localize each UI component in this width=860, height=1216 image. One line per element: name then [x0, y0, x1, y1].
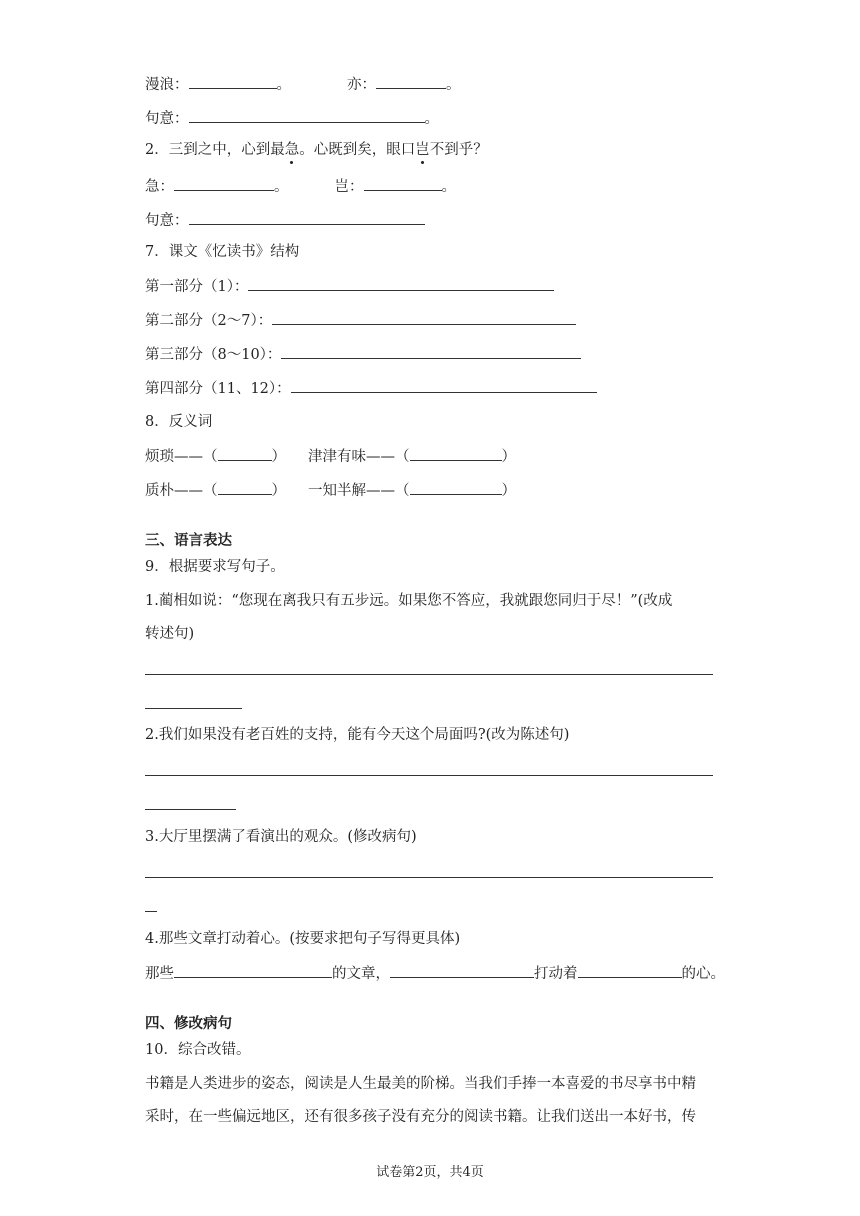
blank[interactable]	[189, 210, 425, 225]
label-manlang: 漫浪：	[145, 77, 189, 93]
fill-text: 那些	[145, 966, 174, 982]
page-footer: 试卷第2页，共4页	[376, 1165, 484, 1180]
paren: ）	[501, 449, 516, 465]
answer-line[interactable]	[145, 809, 236, 810]
blank[interactable]	[390, 963, 534, 978]
paren: ）	[501, 483, 516, 499]
period: 。	[274, 179, 289, 195]
blank[interactable]	[189, 108, 425, 123]
label-qi: 岂：	[334, 179, 364, 195]
answer-line-juyi-1	[145, 108, 439, 129]
fill-text: 的心。	[681, 966, 725, 982]
blank[interactable]	[410, 480, 502, 495]
label-yi: 亦：	[347, 77, 376, 93]
blank[interactable]	[578, 963, 682, 978]
structure-part-1	[145, 276, 554, 297]
question-9-title: 9．根据要求写句子。	[145, 559, 285, 575]
antonym-word: 烦琐——（	[145, 449, 218, 465]
period: 。	[424, 111, 439, 127]
stem-text: 。心既到矣，眼口	[299, 142, 416, 158]
period: 。	[441, 179, 456, 195]
answer-line-manlang	[145, 74, 461, 95]
sentence-4: 4.那些文章打动着心。(按要求把句子写得更具体)	[145, 931, 461, 947]
antonym-word: 津津有味——（	[308, 449, 410, 465]
label-juyi: 句意：	[145, 213, 189, 229]
section-4-heading: 四、修改病句	[145, 1015, 232, 1032]
emphasized-char: 急	[284, 142, 300, 158]
label-juyi: 句意：	[145, 111, 189, 127]
blank[interactable]	[376, 74, 446, 89]
part-label: 第一部分（1）：	[145, 279, 249, 295]
period: 。	[276, 77, 291, 93]
stem-text: 2．三到之中，心到最	[145, 142, 285, 158]
structure-part-4	[145, 378, 597, 399]
blank[interactable]	[291, 378, 597, 393]
answer-line[interactable]	[145, 708, 242, 709]
question-10-title: 10．综合改错。	[145, 1042, 251, 1058]
paren: ）	[271, 483, 286, 499]
blank[interactable]	[174, 176, 274, 191]
fill-text: 打动着	[534, 966, 578, 982]
blank[interactable]	[281, 344, 581, 359]
blank[interactable]	[364, 176, 442, 191]
sentence-2: 2.我们如果没有老百姓的支持，能有今天这个局面吗?(改为陈述句)	[145, 727, 570, 743]
blank[interactable]	[189, 74, 277, 89]
answer-line[interactable]	[145, 877, 713, 878]
antonym-row-2	[145, 480, 516, 501]
sentence-1: 1.蔺相如说：“您现在离我只有五步远。如果您不答应，我就跟您同归于尽！”(改成	[145, 593, 673, 609]
part-label: 第二部分（2～7）：	[145, 313, 273, 329]
question-7-title: 7．课文《忆读书》结构	[145, 244, 300, 260]
blank[interactable]	[174, 963, 332, 978]
structure-part-3	[145, 344, 581, 365]
question-2-stem	[145, 140, 488, 160]
question-8-title: 8．反义词	[145, 414, 213, 430]
part-label: 第四部分（11、12）：	[145, 381, 291, 397]
fill-text: 的文章，	[332, 966, 390, 982]
stem-text: 不到乎？	[429, 142, 488, 158]
period: 。	[446, 77, 461, 93]
passage-line: 书籍是人类进步的姿态，阅读是人生最美的阶梯。当我们手捧一本喜爱的书尽享书中精	[145, 1076, 696, 1092]
emphasized-char: 岂	[415, 142, 430, 158]
blank[interactable]	[218, 480, 272, 495]
paren: ）	[271, 449, 286, 465]
blank[interactable]	[248, 276, 554, 291]
sentence-1-cont: 转述句)	[145, 626, 195, 642]
answer-line[interactable]	[145, 674, 713, 675]
blank[interactable]	[410, 446, 502, 461]
sentence-3: 3.大厅里摆满了看演出的观众。(修改病句)	[145, 829, 417, 845]
answer-line[interactable]	[145, 775, 713, 776]
sentence-4-fill	[145, 963, 725, 984]
passage-line: 采时，在一些偏远地区，还有很多孩子没有充分的阅读书籍。让我们送出一本好书，传	[145, 1109, 696, 1125]
structure-part-2	[145, 310, 576, 331]
answer-line-juyi-2	[145, 210, 425, 231]
blank[interactable]	[218, 446, 272, 461]
label-ji: 急：	[145, 179, 174, 195]
section-3-heading: 三、语言表达	[145, 532, 232, 549]
answer-line[interactable]	[145, 911, 157, 912]
antonym-row-1	[145, 446, 516, 467]
part-label: 第三部分（8～10）：	[145, 347, 282, 363]
antonym-word: 一知半解——（	[308, 483, 410, 499]
answer-line-ji-qi	[145, 176, 456, 197]
blank[interactable]	[272, 310, 576, 325]
antonym-word: 质朴——（	[145, 483, 218, 499]
